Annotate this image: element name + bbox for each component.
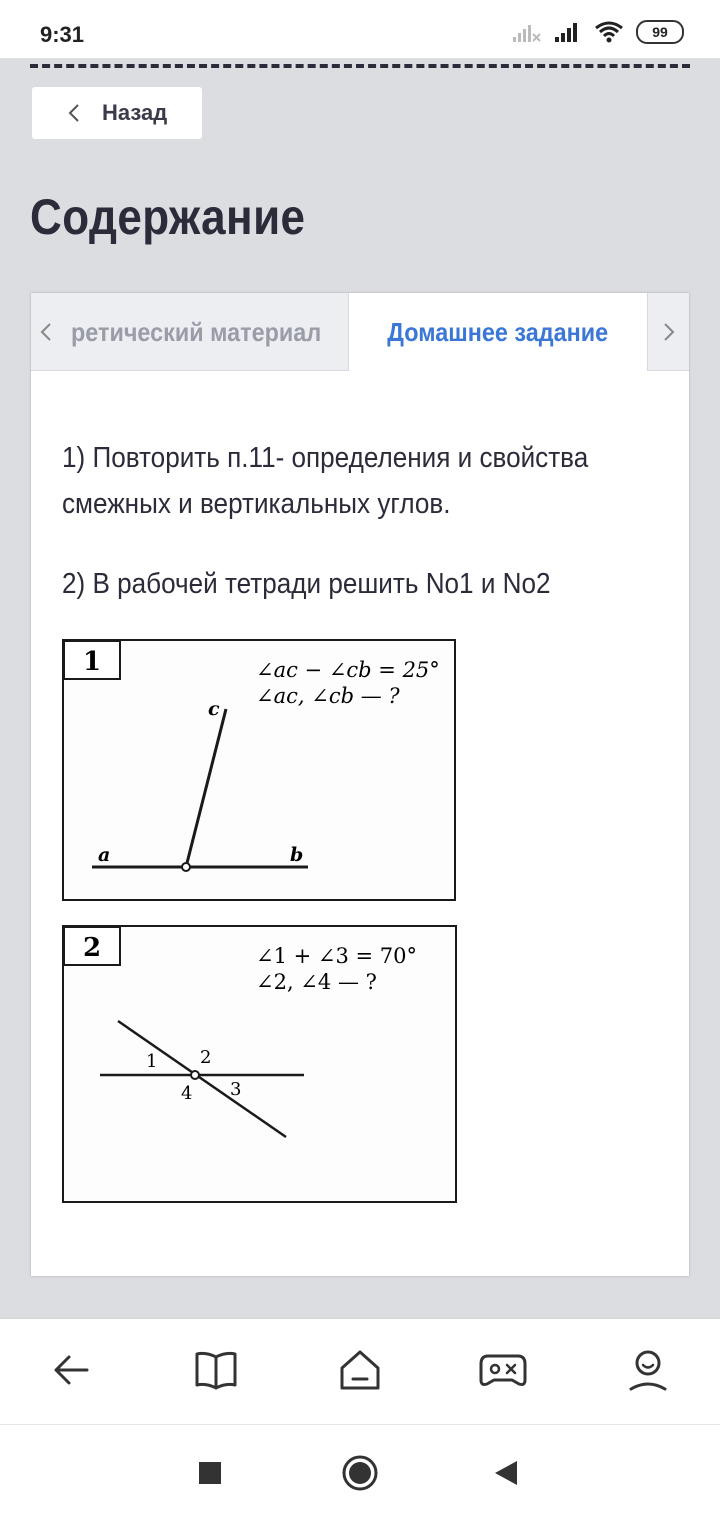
homework-item-1-line2: смежных и вертикальных углов. <box>62 488 451 520</box>
figure-2-condition-1: ∠1 + ∠3 = 70° <box>256 944 418 968</box>
intersection-point <box>191 1071 199 1079</box>
nav-back-button[interactable] <box>46 1345 96 1395</box>
recents-button[interactable] <box>188 1451 232 1495</box>
chevron-left-icon <box>40 322 52 342</box>
arrow-left-icon <box>51 1353 91 1387</box>
figure-2 <box>62 925 457 1203</box>
page-title: Содержание <box>30 189 306 245</box>
tab-prev-button[interactable] <box>31 293 61 371</box>
figure-2-condition-2: ∠2, ∠4 — ? <box>256 970 377 994</box>
label-c: c <box>208 698 220 720</box>
homework-item-2-text: 2) В рабочей тетради решить No1 и No2 <box>62 568 551 600</box>
gamepad-icon <box>478 1350 528 1390</box>
back-button-label: Назад <box>102 100 168 125</box>
nav-profile-button[interactable] <box>623 1345 673 1395</box>
battery-indicator: 99 <box>636 20 684 44</box>
profile-icon <box>627 1348 669 1392</box>
nav-book-button[interactable] <box>191 1345 241 1395</box>
status-icons <box>512 20 684 44</box>
homework-item-1 <box>62 435 662 527</box>
tab-theory[interactable] <box>31 293 349 371</box>
tab-homework-label: Домашнее задание <box>387 316 609 347</box>
status-time: 9:31 <box>40 22 85 47</box>
back-system-button[interactable] <box>484 1451 528 1495</box>
figure-1-condition-1: ∠ac − ∠cb = 25° <box>256 658 440 682</box>
circle-icon <box>341 1454 379 1492</box>
angle-label-3: 3 <box>230 1079 242 1100</box>
figure-1-number: 1 <box>82 647 102 677</box>
figure-2-number: 2 <box>82 933 102 963</box>
signal-off-icon <box>512 21 542 43</box>
nav-games-button[interactable] <box>478 1345 528 1395</box>
content-card <box>31 293 689 1276</box>
dashed-divider <box>30 64 690 68</box>
transversal-line <box>118 1021 286 1137</box>
tab-homework[interactable] <box>349 293 647 371</box>
book-icon <box>194 1350 238 1390</box>
figure-1-drawing <box>64 641 454 899</box>
tab-bar <box>31 293 689 371</box>
label-b: b <box>290 844 304 866</box>
wifi-icon <box>594 20 624 44</box>
homework-item-2 <box>62 561 662 607</box>
chevron-right-icon <box>663 322 675 342</box>
system-nav-bar <box>0 1424 720 1520</box>
figure-1 <box>62 639 456 901</box>
triangle-back-icon <box>493 1459 519 1487</box>
vertex-point <box>182 863 190 871</box>
figure-1-condition-2: ∠ac, ∠cb — ? <box>256 684 400 708</box>
angle-label-1: 1 <box>146 1051 158 1072</box>
home-icon <box>338 1348 382 1392</box>
homework-item-1-line1: 1) Повторить п.11- определения и свойства <box>62 442 589 474</box>
back-button[interactable] <box>32 87 202 139</box>
tab-theory-label: ретический материал <box>71 317 322 347</box>
angle-label-2: 2 <box>200 1047 212 1068</box>
angle-label-4: 4 <box>181 1083 193 1104</box>
bottom-nav <box>0 1318 720 1424</box>
home-system-button[interactable] <box>338 1451 382 1495</box>
figure-2-drawing <box>64 927 455 1201</box>
chevron-left-icon <box>68 103 80 123</box>
ray-c <box>186 709 226 867</box>
signal-icon <box>554 21 582 43</box>
nav-home-button[interactable] <box>335 1345 385 1395</box>
status-bar <box>0 0 720 58</box>
label-a: a <box>98 844 111 866</box>
tab-next-button[interactable] <box>647 293 689 371</box>
square-icon <box>198 1461 222 1485</box>
